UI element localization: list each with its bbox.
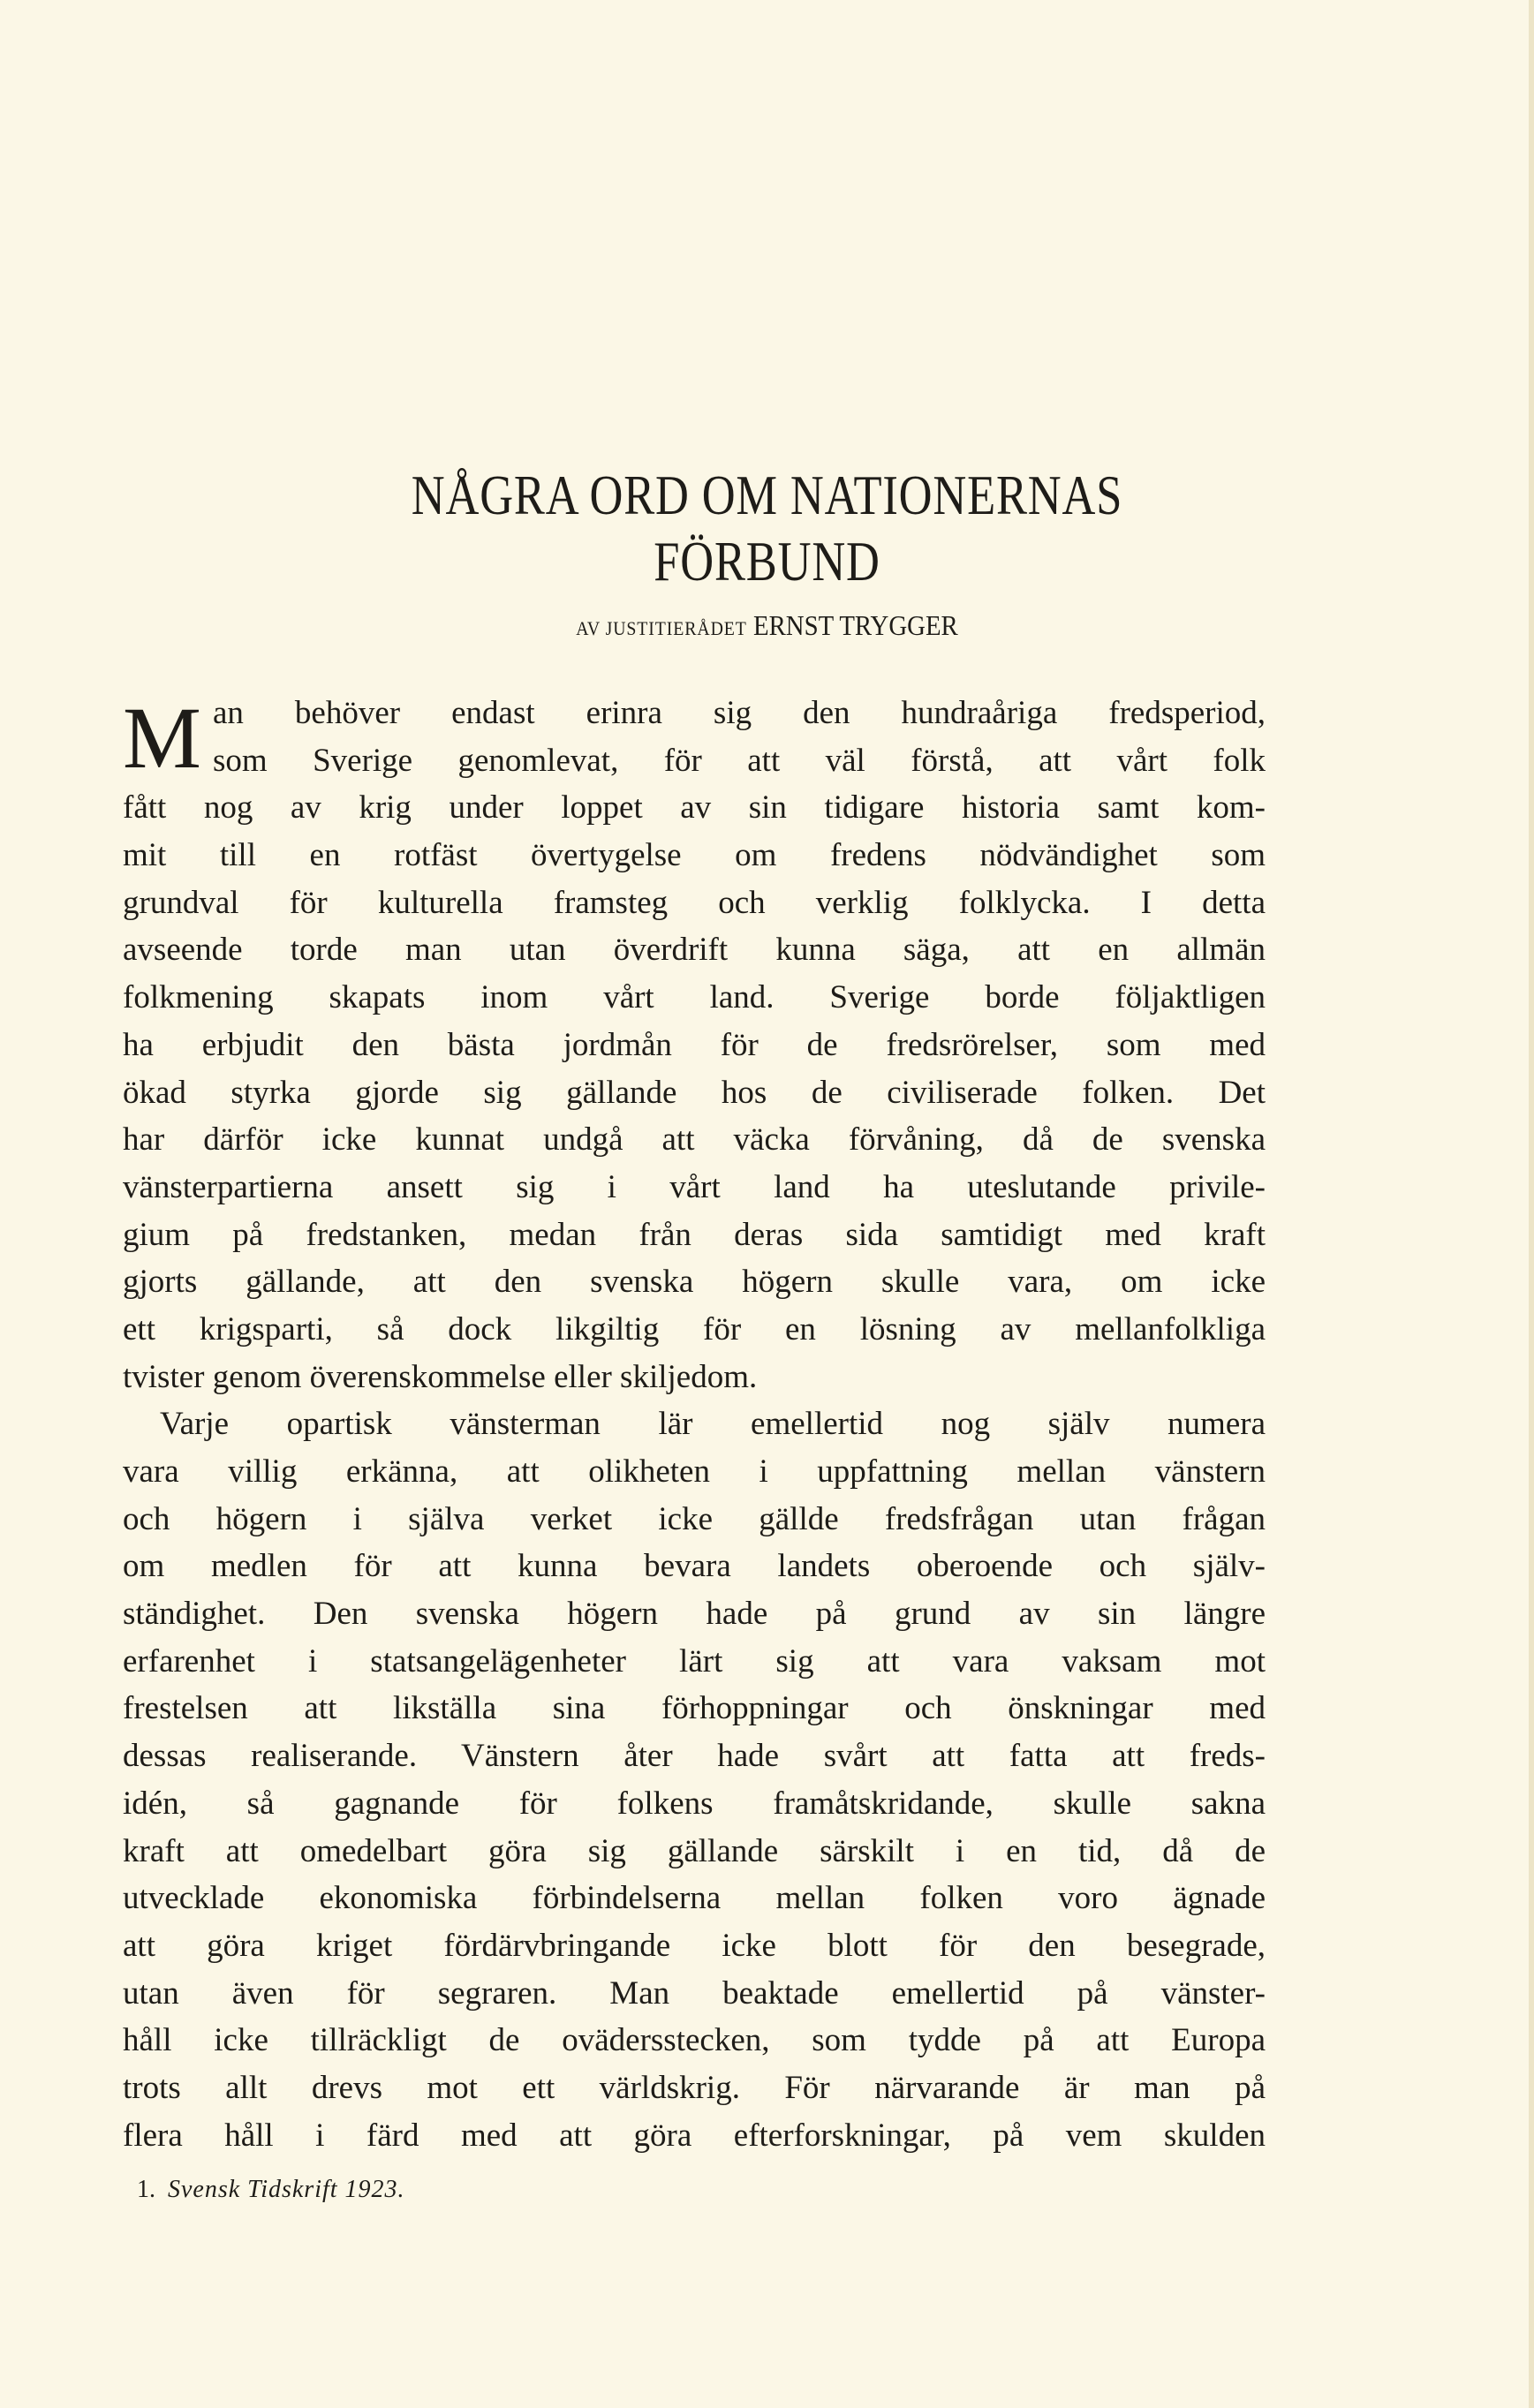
text-line: frestelsen att likställa sina förhoppningar och önskningar med [123,1690,1266,1727]
text-line: ständighet. Den svenska högern hade på grund av sin längre [123,1596,1266,1633]
text-line: att göra kriget fördärvbringande icke blott för den besegrade, [123,1927,1266,1964]
text-line: kraft att omedelbart göra sig gällande särskilt i en tid, då de [123,1832,1266,1869]
article-title-line-1: NÅGRA ORD OM NATIONERNAS [411,464,1123,526]
text-line: trots allt drevs mot ett världskrig. För närvarande är man på [123,2069,1266,2106]
text-line: och högern i själva verket icke gällde fredsfrågan utan frågan [123,1500,1266,1537]
drop-cap: M [123,694,201,782]
text-line: avseende torde man utan överdrift kunna säga, att en allmän [123,932,1266,969]
text-line: fått nog av krig under loppet av sin tidigare historia samt kom- [123,789,1266,827]
text-line: folkmening skapats inom vårt land. Sverige borde följaktligen [123,979,1266,1016]
text-line: idén, så gagnande för folkens framåtskridande, skulle sakna [123,1785,1266,1822]
text-line: ökad styrka gjorde sig gällande hos de civiliserade folken. Det [123,1074,1266,1111]
text-line: om medlen för att kunna bevara landets oberoende och själv- [123,1548,1266,1585]
footnote [137,2174,405,2206]
text-line: utan även för segraren. Man beaktade emellertid på vänster- [123,1974,1266,2012]
text-line: utvecklade ekonomiska förbindelserna mellan folken voro ägnade [123,1880,1266,1917]
text-line: gium på fredstanken, medan från deras sida samtidigt med kraft [123,1216,1266,1253]
byline-author: ERNST TRYGGER [752,609,958,641]
text-line: vara villig erkänna, att olikheten i uppfattning mellan vänstern [123,1453,1266,1490]
text-line: vänsterpartierna ansett sig i vårt land ha uteslutande privile- [123,1168,1266,1205]
text-line: ha erbjudit den bästa jordmån för de fredsrörelser, som med [123,1026,1266,1063]
text-line: flera håll i färd med att göra efterforskningar, på vem skulden [123,2117,1266,2154]
footnote-text: Svensk Tidskrift 1923. [168,2176,405,2203]
text-line: håll icke tillräckligt de ovädersstecken, som tydde på att Europa [123,2022,1266,2059]
text-line: ett krigsparti, så dock likgiltig för en lösning av mellanfolkliga [123,1310,1266,1347]
text-line: erfarenhet i statsangelägenheter lärt sig att vara vaksam mot [123,1642,1266,1680]
page-edge [1529,0,1534,2408]
text-line: som Sverige genomlevat, för att väl förstå, att vårt folk [213,742,1266,779]
text-line: grundval för kulturella framsteg och verklig folklycka. I detta [123,884,1266,921]
text-line: tvister genom överenskommelse eller skiljedom. [123,1358,758,1395]
byline-prefix: AV JUSTITIERÅDET [576,617,747,639]
text-line: Varje opartisk vänsterman lär emellertid nog själv numera [160,1406,1266,1443]
text-line: mit till en rotfäst övertygelse om fredens nödvändighet som [123,837,1266,874]
text-line: gjorts gällande, att den svenska högern skulle vara, om icke [123,1264,1266,1301]
byline [77,608,1457,646]
article-body [123,690,1266,2159]
text-line: dessas realiserande. Vänstern åter hade svårt att fatta att freds- [123,1738,1266,1775]
text-line: an behöver endast erinra sig den hundraåriga fredsperiod, [213,695,1266,731]
article-title-line-2: FÖRBUND [654,530,880,593]
text-line: har därför icke kunnat undgå att väcka förvåning, då de svenska [123,1121,1266,1159]
footnote-number: 1. [137,2176,155,2203]
